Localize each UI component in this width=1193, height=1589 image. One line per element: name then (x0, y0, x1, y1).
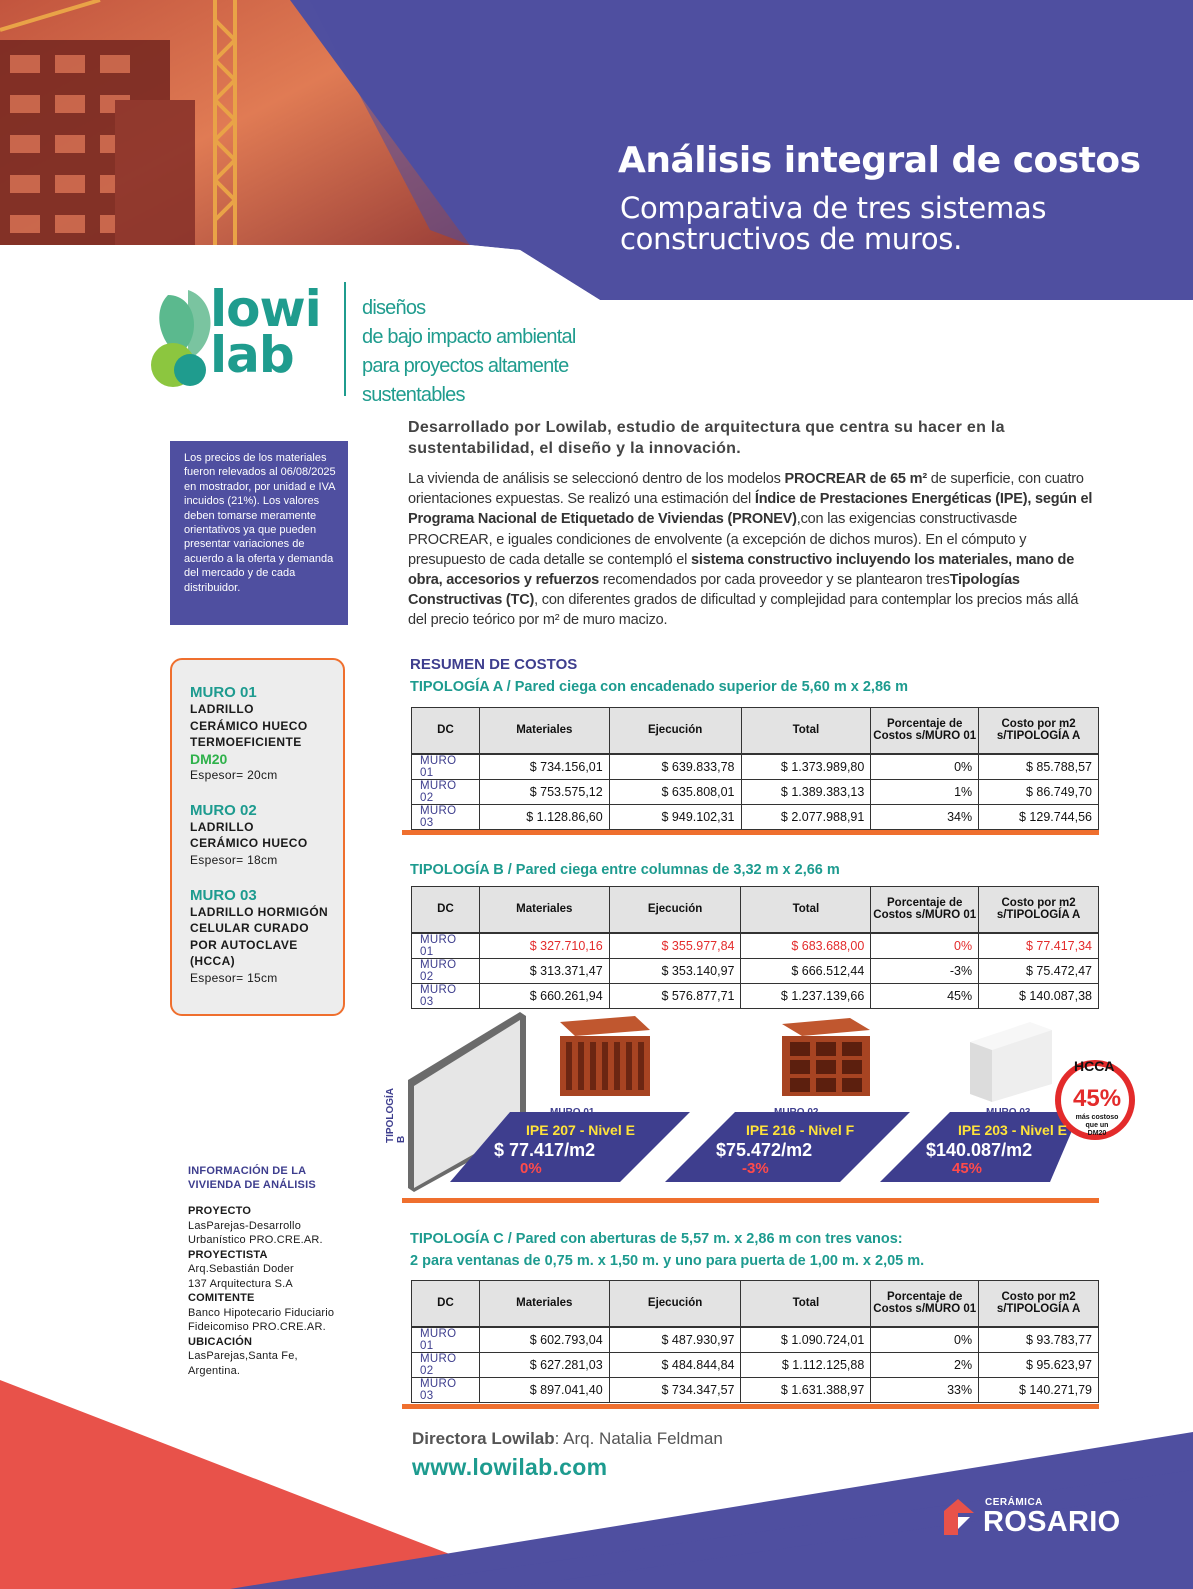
divider-bar (402, 1198, 1099, 1203)
table-row (412, 1352, 1099, 1377)
table-cell: $ 77.417,34 (979, 933, 1099, 959)
table-cell: $ 683.688,00 (741, 933, 871, 959)
intro-text: de superficie, con cuatro orientaciones expuestas. Se realizó una estimación del (408, 471, 1084, 508)
info-heading-line: INFORMACIÓN DE LA (188, 1165, 307, 1177)
table-header-row (412, 1281, 1099, 1327)
muro-01-line: CERÁMICO HUECO (190, 718, 308, 733)
muro-02-block (190, 802, 343, 869)
table-cell: $ 639.833,78 (609, 754, 741, 780)
column-header: Costo por m2 s/TIPOLOGÍA A (979, 887, 1099, 933)
illu-ipe-01: IPE 207 - Nivel E (526, 1122, 635, 1138)
tipologia-b-side-label: TIPOLOGÍA B (385, 1088, 407, 1143)
brick-muro-01-icon (560, 1016, 650, 1096)
row-label: MURO 02 (412, 1352, 480, 1377)
column-header: DC (412, 1281, 480, 1327)
director-line (412, 1429, 723, 1449)
tipologia-c-title (410, 1229, 924, 1271)
muro-01-title: MURO 01 (190, 684, 257, 701)
intro-paragraph (408, 469, 1098, 631)
info-value: 137 Arquitectura S.A (188, 1277, 293, 1290)
table-cell: 33% (871, 1377, 979, 1402)
column-header: Materiales (479, 708, 609, 754)
table-row (412, 958, 1099, 983)
intro-text: , con diferentes grados de dificultad y complejidad para contemplar los precios más allá del precio teórico por m² de muro macizo. (408, 592, 1079, 629)
muro-01-line: LADRILLO (190, 702, 254, 716)
lowilab-logo (148, 280, 668, 406)
info-value: Arq.Sebastián Doder (188, 1263, 294, 1275)
intro-emphasis: PROCREAR de 65 m² (784, 471, 927, 487)
table-cell: $ 1.389.383,13 (741, 779, 871, 804)
info-key-proyecto: PROYECTO (188, 1205, 252, 1217)
muro-01-espesor: Espesor= 20cm (190, 767, 278, 782)
table-cell: $ 897.041,40 (479, 1377, 609, 1402)
tipologia-b-title: TIPOLOGÍA B / Pared ciega entre columnas de 3,32 m x 2,66 m (410, 862, 840, 878)
muros-legend-box (170, 658, 345, 1016)
intro-emphasis: sistema constructivo incluyendo los materiales, mano de obra, accesorios y refuerzos (408, 551, 1075, 589)
table-cell: $ 949.102,31 (609, 804, 741, 829)
table-cell: $ 602.793,04 (479, 1327, 609, 1353)
table-cell: $ 1.128.86,60 (479, 804, 609, 829)
logo-word-2: lab (210, 326, 294, 384)
footer-background (0, 1380, 1193, 1589)
muro-03-line: CELULAR CURADO (190, 921, 309, 935)
table-cell: 0% (871, 1327, 979, 1353)
column-header: Porcentaje de Costos s/MURO 01 (871, 708, 979, 754)
muro-03-espesor: Espesor= 15cm (190, 970, 278, 985)
table-cell: $ 753.575,12 (479, 779, 609, 804)
muro-02-line: LADRILLO (190, 819, 254, 834)
illu-muro-03-label: MURO 03 (986, 1107, 1031, 1118)
page-subtitle (620, 193, 1140, 255)
illu-pct-01: 0% (520, 1160, 542, 1177)
badge-text (1074, 1114, 1120, 1138)
illu-price-01: $ 77.417/m2 (494, 1140, 596, 1160)
muro-01-line: TERMOEFICIENTE (190, 735, 302, 749)
illu-pct-03: 45% (952, 1160, 983, 1177)
table-header-row (412, 887, 1099, 933)
building-photo (0, 40, 195, 245)
info-key-ubicacion: UBICACIÓN (188, 1335, 253, 1348)
table-cell: $ 353.140,97 (609, 958, 741, 983)
table-cell: $ 85.788,57 (979, 754, 1099, 780)
info-value: Urbanístico PRO.CRE.AR. (188, 1234, 323, 1246)
tagline-line-3: para proyectos altamente sustentables (362, 355, 569, 406)
info-key-proyectista: PROYECTISTA (188, 1248, 268, 1261)
row-label: MURO 02 (412, 958, 480, 983)
table-cell: 0% (871, 933, 979, 959)
divider-bar (402, 830, 1099, 835)
brand-small: CERÁMICA (985, 1497, 1043, 1508)
muro-02-espesor: Espesor= 18cm (190, 852, 278, 867)
logo-leaf-icon (148, 290, 218, 390)
tipologia-c-title-line: TIPOLOGÍA C / Pared con aberturas de 5,57 m. x 2,86 m con tres vanos: (410, 1231, 903, 1247)
table-cell: $ 313.371,47 (479, 958, 609, 983)
info-value: Banco Hipotecario Fiduciario (188, 1306, 335, 1319)
info-heading-line: VIVIENDA DE ANÁLISIS (188, 1179, 316, 1191)
table-cell: 34% (871, 804, 979, 829)
hcca-block-icon (970, 1022, 1052, 1102)
table-cell: $ 1.373.989,80 (741, 754, 871, 780)
tagline-line-2: de bajo impacto ambiental (362, 326, 576, 348)
intro-text: recomendados por cada proveedor y se plantearon tres (599, 572, 950, 589)
muro-02-line: CERÁMICO HUECO (190, 836, 308, 850)
muro-03-line: LADRILLO HORMIGÓN (190, 904, 329, 919)
row-label: MURO 01 (412, 754, 480, 780)
badge-text-line: más costoso (1075, 1114, 1119, 1121)
logo-word-1: lowi (210, 280, 321, 338)
website-link[interactable]: www.lowilab.com (412, 1454, 608, 1480)
tipologia-b-table (411, 886, 1099, 1009)
table-row (412, 983, 1099, 1008)
intro-emphasis: Índice de Prestaciones Energéticas (IPE), según el Programa Nacional de Etiquetado de Viviendas (PRONEV) (408, 491, 1093, 528)
director-label: Directora Lowilab (412, 1429, 555, 1448)
muro-01-block (190, 684, 343, 784)
table-cell: $ 734.347,57 (609, 1377, 741, 1402)
info-key-comitente: COMITENTE (188, 1292, 255, 1304)
hcca-label: HCCA (1074, 1058, 1115, 1074)
ceramica-rosario-logo-icon (940, 1497, 978, 1537)
muro-03-line: POR AUTOCLAVE (190, 937, 298, 952)
brand-name: ROSARIO (983, 1506, 1121, 1538)
brick-muro-02-icon (782, 1018, 870, 1096)
muro-03-line: (HCCA) (190, 954, 236, 968)
table-cell: $ 2.077.988,91 (741, 804, 871, 829)
logo-divider (344, 282, 346, 396)
table-row (412, 779, 1099, 804)
badge-text-line: DM20 (1087, 1130, 1107, 1137)
illu-muro-02-label: MURO 02 (774, 1107, 819, 1118)
muro-01-model: DM20 (190, 750, 228, 767)
column-header: Total (741, 1281, 871, 1327)
column-header: Ejecución (609, 1281, 741, 1327)
tipologia-a-title: TIPOLOGÍA A / Pared ciega con encadenado superior de 5,60 m x 2,86 m (410, 679, 908, 695)
price-note-box: Los precios de los materiales fueron relevados al 06/08/2025 en mostrador, por unidad e IVA incuidos (21%). Los valores deben tomarse meramente orientativos ya que pueden presentar variaciones de acuerdo a la oferta y demanda del mercado y de cada distribuidor. (170, 441, 348, 625)
info-value: LasParejas,Santa Fe, (188, 1350, 298, 1362)
column-header: DC (412, 887, 480, 933)
table-cell: $ 140.271,79 (979, 1377, 1099, 1402)
row-label: MURO 01 (412, 933, 480, 959)
table-cell: $ 487.930,97 (609, 1327, 741, 1353)
subtitle-line-1: Comparativa de tres sistemas (620, 191, 1047, 225)
table-cell: $ 129.744,56 (979, 804, 1099, 829)
table-cell: $ 1.112.125,88 (741, 1352, 871, 1377)
muro-03-block (190, 887, 343, 987)
column-header: Ejecución (609, 887, 741, 933)
row-label: MURO 03 (412, 1377, 480, 1402)
table-cell: $ 1.090.724,01 (741, 1327, 871, 1353)
vivienda-info (188, 1164, 358, 1378)
table-row (412, 804, 1099, 829)
table-cell: $ 327.710,16 (479, 933, 609, 959)
table-cell: 2% (871, 1352, 979, 1377)
table-cell: $ 484.844,84 (609, 1352, 741, 1377)
intro-text: ,con las exigencias constructivasde PROCREAR, e iguales condiciones de envolvente (a excepción de dichos muros). En el cómputo y presupuesto de cada detalle se contempló el (408, 511, 1027, 568)
row-label: MURO 03 (412, 804, 480, 829)
illu-price-02: $75.472/m2 (716, 1140, 813, 1160)
table-cell: $ 576.877,71 (609, 983, 741, 1008)
table-cell: 45% (871, 983, 979, 1008)
subtitle-line-2: constructivos de muros. (620, 222, 963, 256)
table-cell: $ 86.749,70 (979, 779, 1099, 804)
badge-percent: 45% (1073, 1085, 1122, 1112)
table-cell: $ 93.783,77 (979, 1327, 1099, 1353)
column-header: Porcentaje de Costos s/MURO 01 (871, 887, 979, 933)
muro-02-title: MURO 02 (190, 801, 257, 819)
intro-text: La vivienda de análisis se seleccionó dentro de los modelos (408, 471, 785, 487)
illu-ipe-02: IPE 216 - Nivel F (746, 1122, 855, 1138)
wall-comparison-illustration (390, 1012, 1150, 1192)
column-header: Ejecución (609, 708, 741, 754)
column-header: Total (741, 708, 871, 754)
table-row (412, 933, 1099, 959)
table-cell: 1% (871, 779, 979, 804)
resumen-heading: RESUMEN DE COSTOS (410, 656, 578, 673)
column-header: Costo por m2 s/TIPOLOGÍA A (979, 708, 1099, 754)
column-header: Total (741, 887, 871, 933)
row-label: MURO 01 (412, 1327, 480, 1353)
column-header: Materiales (479, 887, 609, 933)
table-cell: $ 1.631.388,97 (741, 1377, 871, 1402)
info-value: LasParejas-Desarrollo (188, 1219, 302, 1232)
badge-text-line: que un (1085, 1122, 1109, 1129)
table-row (412, 754, 1099, 780)
illu-price-03: $140.087/m2 (926, 1140, 1033, 1160)
illu-pct-02: -3% (742, 1160, 769, 1177)
page-title: Análisis integral de costos (618, 140, 1141, 181)
info-heading (188, 1164, 358, 1192)
muro-03-title: MURO 03 (190, 886, 257, 904)
table-cell: $ 666.512,44 (741, 958, 871, 983)
column-header: Porcentaje de Costos s/MURO 01 (871, 1281, 979, 1327)
table-cell: -3% (871, 958, 979, 983)
table-row (412, 1327, 1099, 1353)
table-cell: $ 627.281,03 (479, 1352, 609, 1377)
illu-muro-01-label: MURO 01 (550, 1107, 595, 1118)
column-header: Costo por m2 s/TIPOLOGÍA A (979, 1281, 1099, 1327)
illu-ipe-03: IPE 203 - Nivel E (958, 1122, 1067, 1138)
column-header: DC (412, 708, 480, 754)
table-cell: $ 660.261,94 (479, 983, 609, 1008)
tagline-line-1: diseños (362, 297, 426, 319)
table-cell: $ 75.472,47 (979, 958, 1099, 983)
row-label: MURO 02 (412, 779, 480, 804)
intro-emphasis: Tipologías Constructivas (TC) (408, 572, 1020, 609)
logo-tagline (362, 294, 668, 410)
table-cell: $ 635.808,01 (609, 779, 741, 804)
table-cell: $ 140.087,38 (979, 983, 1099, 1008)
table-cell: $ 1.237.139,66 (741, 983, 871, 1008)
table-cell: $ 95.623,97 (979, 1352, 1099, 1377)
table-cell: $ 734.156,01 (479, 754, 609, 780)
tipologia-c-title-line: 2 para ventanas de 0,75 m. x 1,50 m. y uno para puerta de 1,00 m. x 2,05 m. (410, 1253, 925, 1269)
intro-heading: Desarrollado por Lowilab, estudio de arquitectura que centra su hacer en la sustentabilidad, el diseño y la innovación. (408, 419, 1005, 457)
column-header: Materiales (479, 1281, 609, 1327)
table-cell: $ 355.977,84 (609, 933, 741, 959)
director-name: : Arq. Natalia Feldman (554, 1429, 723, 1448)
tipologia-a-table (411, 707, 1099, 830)
info-value: Fideicomiso PRO.CRE.AR. (188, 1321, 326, 1333)
table-cell: 0% (871, 754, 979, 780)
row-label: MURO 03 (412, 983, 480, 1008)
table-header-row (412, 708, 1099, 754)
info-value: Argentina. (188, 1364, 241, 1377)
